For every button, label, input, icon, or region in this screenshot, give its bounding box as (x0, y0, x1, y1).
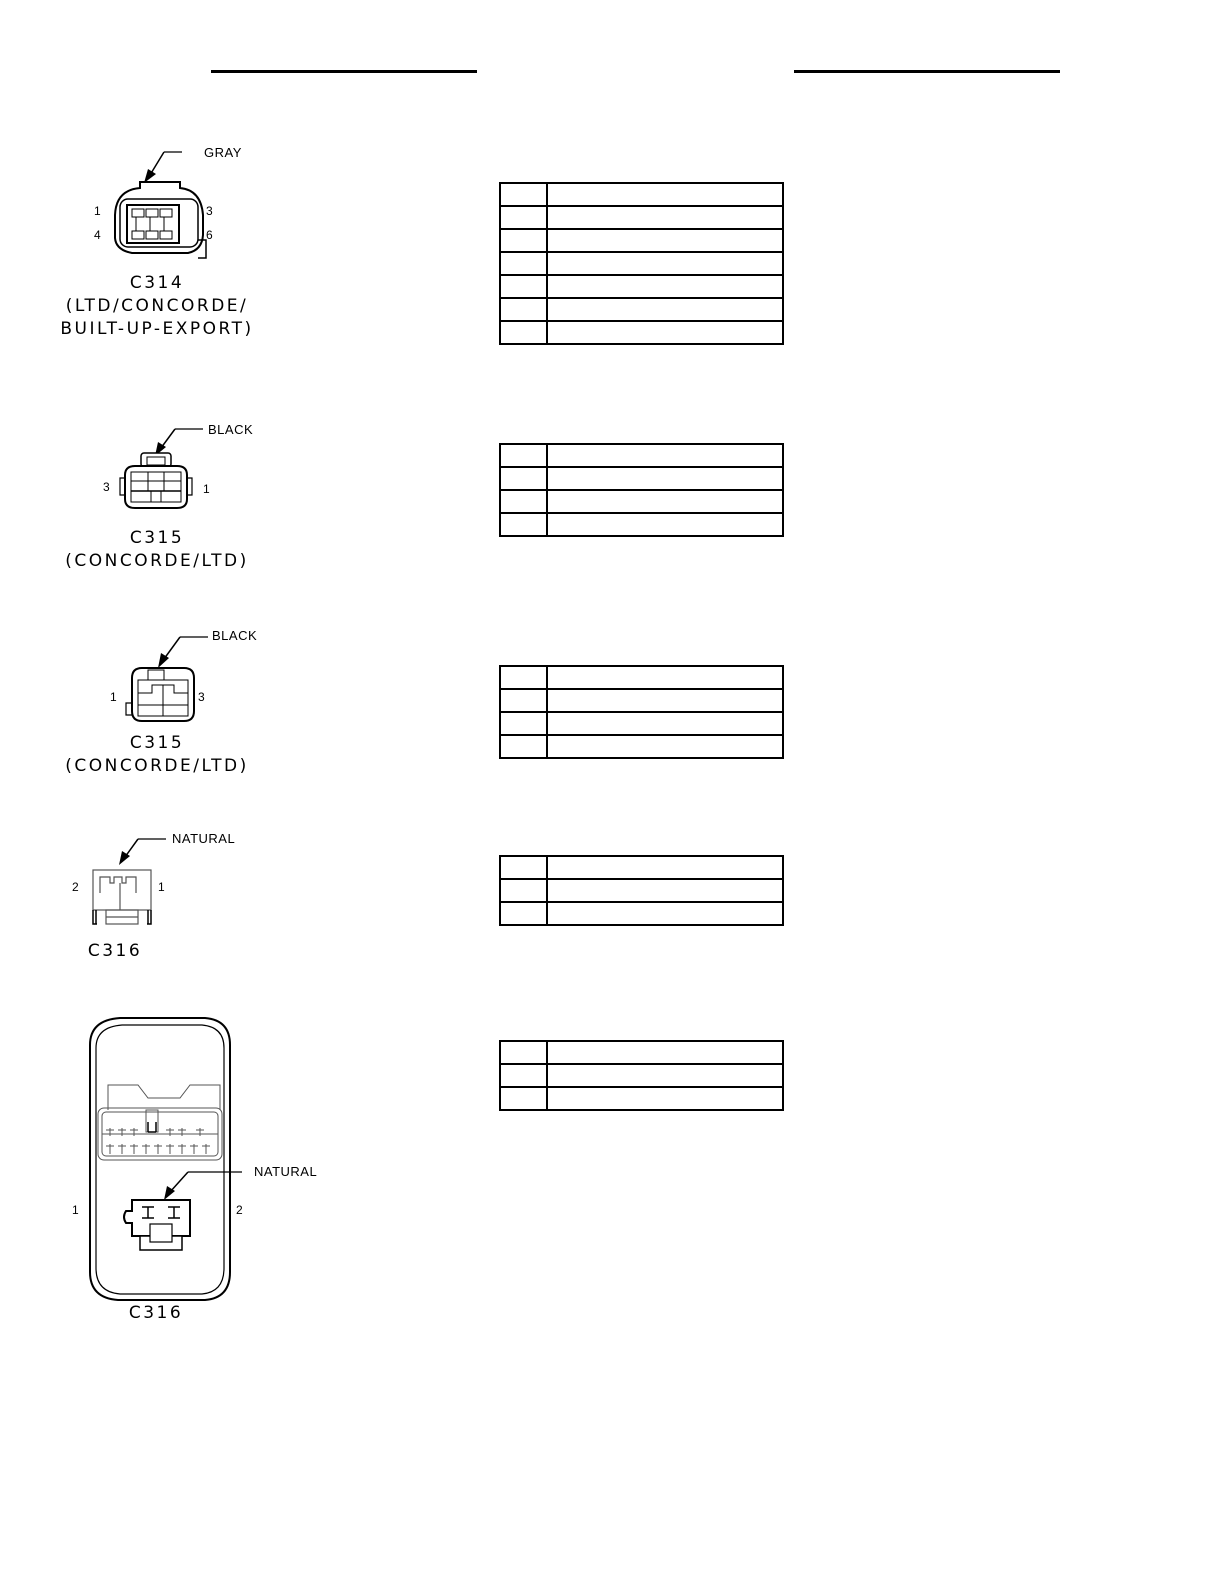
table-row (500, 712, 783, 735)
c314-label (40, 272, 274, 341)
c314-note-line-2: BUILT-UP-EXPORT) (60, 319, 254, 339)
connector-c316-second-drawing (60, 1010, 320, 1305)
c316-second-name: C316 (128, 1303, 184, 1323)
c315-first-note-line-1: (CONCORDE/LTD) (65, 551, 249, 571)
connector-c314-drawing (80, 135, 260, 265)
c314-pin-4: 4 (94, 228, 101, 242)
c316-second-pin-1: 1 (72, 1203, 79, 1217)
table-row (500, 1087, 783, 1110)
table-row (500, 735, 783, 758)
table-row (500, 902, 783, 925)
c314-name: C314 (129, 273, 185, 293)
c314-note-line-1: (LTD/CONCORDE/ (65, 296, 249, 316)
c314-pin-1: 1 (94, 204, 101, 218)
c316-first-label (60, 940, 170, 963)
c316-second-label (100, 1302, 212, 1325)
table-row (500, 1064, 783, 1087)
c314-pin-table (499, 182, 784, 345)
c315-first-label (40, 527, 274, 573)
table-row (500, 206, 783, 229)
connector-c316-first-drawing (60, 825, 240, 935)
c316-second-pin-2: 2 (236, 1203, 243, 1217)
c315-first-color-callout: BLACK (208, 422, 254, 437)
c316-second-color-callout: NATURAL (254, 1164, 318, 1179)
c316-second-pin-table (499, 1040, 784, 1111)
table-row (500, 298, 783, 321)
table-row (500, 666, 783, 689)
table-row (500, 879, 783, 902)
table-row (500, 444, 783, 467)
c315-second-name: C315 (129, 733, 185, 753)
c315-first-pin-3: 3 (103, 480, 110, 494)
c316-first-name: C316 (87, 941, 143, 961)
c315-second-pin-1: 1 (110, 690, 117, 704)
table-row (500, 689, 783, 712)
table-row (500, 513, 783, 536)
table-row (500, 1041, 783, 1064)
table-row (500, 321, 783, 344)
c314-pin-6: 6 (206, 228, 213, 242)
header-rule-left (211, 70, 477, 73)
c315-second-label (40, 732, 274, 778)
c315-first-pin-table (499, 443, 784, 537)
connector-c315-second-drawing (100, 623, 270, 728)
c315-second-note-line-1: (CONCORDE/LTD) (65, 756, 249, 776)
c316-first-pin-2: 2 (72, 880, 79, 894)
table-row (500, 490, 783, 513)
c315-second-color-callout: BLACK (212, 628, 258, 643)
table-row (500, 229, 783, 252)
c315-first-pin-1: 1 (203, 482, 210, 496)
c314-pin-3: 3 (206, 204, 213, 218)
table-row (500, 275, 783, 298)
c315-second-pin-table (499, 665, 784, 759)
table-row (500, 183, 783, 206)
c316-first-color-callout: NATURAL (172, 831, 236, 846)
header-rule-right (794, 70, 1060, 73)
c316-first-pin-1: 1 (158, 880, 165, 894)
table-row (500, 467, 783, 490)
connector-c315-first-drawing (95, 415, 265, 515)
c315-first-name: C315 (129, 528, 185, 548)
c314-color-callout: GRAY (204, 145, 242, 160)
c316-first-pin-table (499, 855, 784, 926)
table-row (500, 856, 783, 879)
c315-second-pin-3: 3 (198, 690, 205, 704)
table-row (500, 252, 783, 275)
